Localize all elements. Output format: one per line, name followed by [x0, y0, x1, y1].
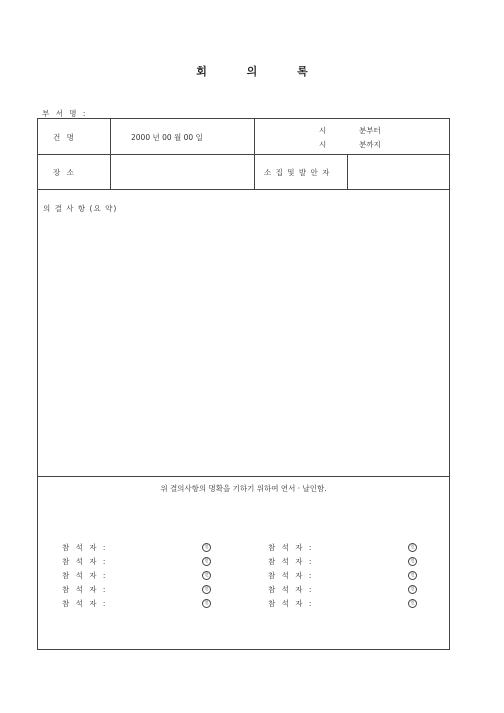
- subject-label: 건 명: [53, 133, 76, 142]
- seal-mark: 인: [202, 599, 211, 608]
- convener-label: 소 집 및 발 안 자: [264, 168, 331, 177]
- seal-mark: 인: [408, 599, 417, 608]
- attendee-label: 참 석 자 :: [268, 585, 314, 594]
- end-hour-label: 시: [319, 140, 327, 149]
- row-divider: [38, 189, 449, 190]
- attendee-label: 참 석 자 :: [62, 571, 108, 580]
- seal-mark: 인: [408, 543, 417, 552]
- resolution-label: 의 결 사 항 (요 약): [43, 204, 118, 213]
- attendee-label: 참 석 자 :: [268, 599, 314, 608]
- attendee-label: 참 석 자 :: [268, 543, 314, 552]
- col-divider: [110, 119, 111, 154]
- page-title: 회 의 록: [196, 65, 326, 78]
- start-minute-label: 분부터: [359, 126, 381, 135]
- seal-mark: 인: [408, 585, 417, 594]
- place-label: 장 소: [53, 168, 76, 177]
- seal-mark: 인: [202, 557, 211, 566]
- attendee-label: 참 석 자 :: [268, 557, 314, 566]
- end-minute-label: 분까지: [359, 140, 381, 149]
- attendee-label: 참 석 자 :: [62, 543, 108, 552]
- attendee-label: 참 석 자 :: [62, 599, 108, 608]
- department-label: 부 서 명 :: [42, 109, 88, 118]
- attendee-label: 참 석 자 :: [62, 585, 108, 594]
- col-divider: [347, 154, 348, 189]
- row-divider: [38, 476, 449, 477]
- meeting-date: 2000 년 00 월 00 일: [131, 133, 203, 142]
- col-divider: [254, 119, 255, 154]
- meeting-minutes-form: [37, 118, 450, 650]
- confirm-statement: 위 결의사항의 명확을 기하기 위하여 연서 · 날인함.: [160, 484, 327, 493]
- attendee-label: 참 석 자 :: [268, 571, 314, 580]
- col-divider: [110, 154, 111, 189]
- seal-mark: 인: [202, 543, 211, 552]
- col-divider: [254, 154, 255, 189]
- seal-mark: 인: [202, 585, 211, 594]
- row-divider: [38, 154, 449, 155]
- seal-mark: 인: [408, 571, 417, 580]
- attendee-label: 참 석 자 :: [62, 557, 108, 566]
- seal-mark: 인: [408, 557, 417, 566]
- start-hour-label: 시: [319, 126, 327, 135]
- seal-mark: 인: [202, 571, 211, 580]
